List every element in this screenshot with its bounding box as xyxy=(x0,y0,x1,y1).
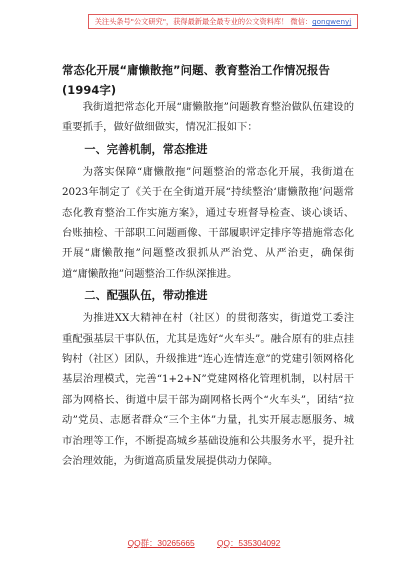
intro-paragraph: 我街道把常态化开展“庸懒散拖”问题教育整治做队伍建设的重要抓手，做好做细做实，情况汇报如下： xyxy=(62,101,354,134)
banner-text: 关注头条号"公文研究"，获得最新最全最专业的公文资料库！ 微信： xyxy=(94,17,313,26)
header-banner xyxy=(88,14,358,29)
qq-contact-link[interactable]: QQ：535304092 xyxy=(217,538,281,548)
wechat-id-link[interactable]: gongwenyj xyxy=(312,17,352,26)
section-heading: 一、完善机制，常态推进 xyxy=(84,142,208,156)
footer-contacts xyxy=(0,536,408,550)
section-paragraph: 为落实保障“庸懒散拖”问题整治的常态化开展，我街道在2023年制定了《关于在全街道开展“持续整治‘庸懒散拖’问题常态化教育整治工作实施方案》，通过专班督导检查、谈心谈话、台账抽检、干部职工问题画像、干部履职评定排序等措施常态化开展“庸懒散拖”问题整改狠抓从严治党、从严治吏，确保街道“庸懒散拖”问题整治工作纵深推进。 xyxy=(62,165,354,280)
section-paragraph: 为推进XX大精神在村（社区）的贯彻落实，街道党工委注重配强基层干事队伍，尤其是选好“火车头”。融合原有的驻点挂钩村（社区）团队，升级推进“连心连情连意”的党建引领网格化基层治理模式，完善“1+2+N”党建网格化管理机制，以村居干部为网格长、街道中层干部为副网格长两个“火车头”，团结“拉动”党员、志愿者群众“三个主体”力量，扎实开展志愿服务、城市治理等工作，不断提高城乡基础设施和公共服务水平，提升社会治理效能，为街道高质量发展提供动力保障。 xyxy=(62,312,354,468)
document-title: 常态化开展“庸懒散拖”问题、教育整治工作情况报告(1994字) xyxy=(62,63,330,97)
document-body xyxy=(62,97,354,472)
section-heading: 二、配强队伍，带动推进 xyxy=(84,289,208,303)
qq-group-link[interactable]: QQ群：30265665 xyxy=(127,538,195,548)
